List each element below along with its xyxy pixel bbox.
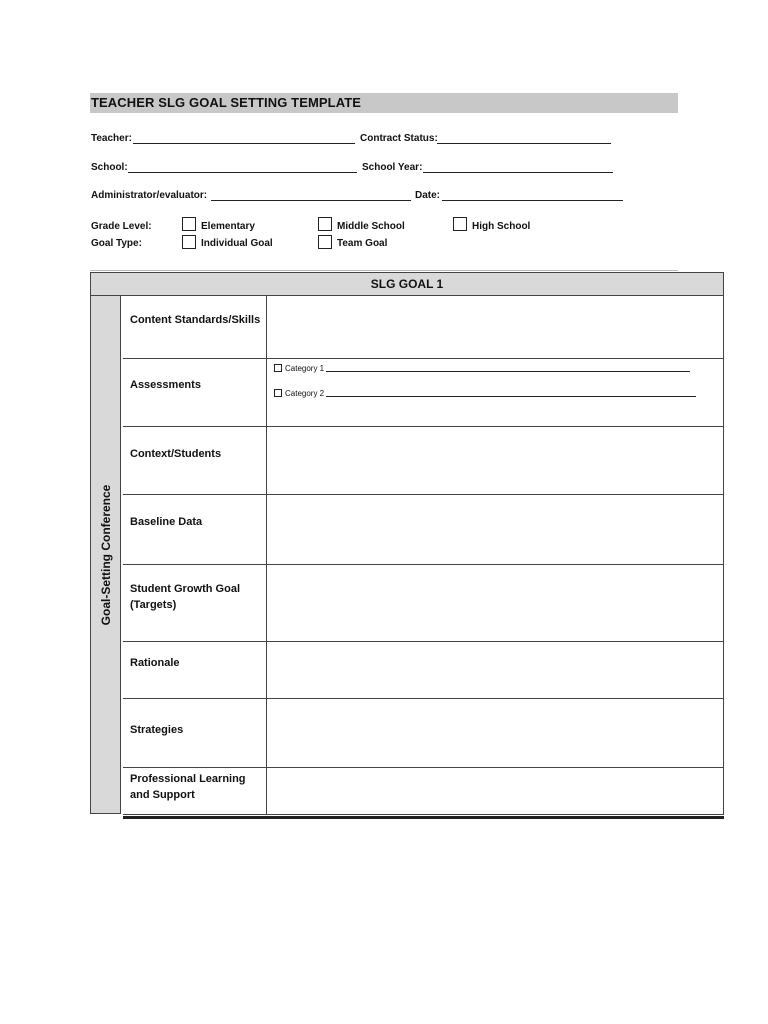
- grade-level-label: Grade Level:: [91, 221, 152, 232]
- table-row: [123, 768, 724, 815]
- row-label: Professional Learning and Support: [130, 773, 246, 801]
- category-1-line: [274, 363, 690, 373]
- side-label: Goal-Setting Conference: [99, 484, 113, 626]
- date-label: Date:: [415, 190, 441, 201]
- row-label: Baseline Data: [130, 516, 203, 528]
- divider: [90, 270, 678, 271]
- goal-type-label: Goal Type:: [91, 238, 142, 249]
- table-row: [123, 427, 724, 495]
- row-label-cell: [123, 427, 267, 494]
- row-label: Assessments: [130, 379, 201, 391]
- school-year-label: School Year:: [362, 162, 423, 173]
- category-2-line: [274, 388, 696, 398]
- context-students-input[interactable]: [267, 427, 723, 494]
- category-1-label: Category 1: [285, 364, 325, 373]
- high-school-checkbox[interactable]: [453, 217, 467, 231]
- page-title: TEACHER SLG GOAL SETTING TEMPLATE: [91, 95, 362, 110]
- row-label-cell: [123, 768, 267, 814]
- row-label-cell: [123, 359, 267, 426]
- elementary-checkbox[interactable]: [182, 217, 196, 231]
- individual-goal-checkbox[interactable]: [182, 235, 196, 249]
- row-label-cell: [123, 296, 267, 358]
- category-2-field[interactable]: [326, 388, 696, 397]
- table-row: [123, 642, 724, 699]
- professional-learning-input[interactable]: [267, 768, 723, 814]
- high-school-option-label: High School: [472, 221, 531, 232]
- table-row: [123, 359, 724, 427]
- teacher-label: Teacher:: [91, 133, 132, 144]
- row-label: Student Growth Goal (Targets): [130, 583, 240, 611]
- category-2-checkbox[interactable]: [274, 389, 282, 397]
- middle-school-checkbox[interactable]: [318, 217, 332, 231]
- category-2-label: Category 2: [285, 389, 325, 398]
- rationale-input[interactable]: [267, 642, 723, 698]
- row-label-cell: [123, 495, 267, 564]
- team-goal-option-label: Team Goal: [337, 238, 388, 249]
- middle-school-option-label: Middle School: [337, 221, 405, 232]
- table-row: [123, 699, 724, 768]
- table-header: [90, 272, 724, 296]
- row-label-cell: [123, 642, 267, 698]
- school-label: School:: [91, 162, 128, 173]
- date-field[interactable]: [442, 200, 623, 201]
- content-standards-input[interactable]: [267, 296, 723, 358]
- school-year-field[interactable]: [423, 172, 613, 173]
- row-label: Context/Students: [130, 448, 222, 460]
- table-bottom-rule: [123, 816, 724, 819]
- school-field[interactable]: [128, 172, 357, 173]
- team-goal-checkbox[interactable]: [318, 235, 332, 249]
- row-label: Content Standards/Skills: [130, 314, 261, 326]
- row-label-cell: [123, 565, 267, 641]
- row-label-cell: [123, 699, 267, 767]
- individual-goal-option-label: Individual Goal: [201, 238, 273, 249]
- administrator-label: Administrator/evaluator:: [91, 190, 208, 201]
- assessments-input[interactable]: [267, 359, 723, 426]
- contract-status-label: Contract Status:: [360, 133, 438, 144]
- side-label-column: [90, 296, 121, 814]
- table-header-title: SLG GOAL 1: [370, 277, 444, 291]
- teacher-field[interactable]: [133, 143, 355, 144]
- category-1-field[interactable]: [326, 363, 690, 372]
- contract-status-field[interactable]: [437, 143, 611, 144]
- table-row: [123, 495, 724, 565]
- table-row: [123, 565, 724, 642]
- administrator-field[interactable]: [211, 200, 411, 201]
- elementary-option-label: Elementary: [201, 221, 255, 232]
- student-growth-goal-input[interactable]: [267, 565, 723, 641]
- category-1-checkbox[interactable]: [274, 364, 282, 372]
- row-label: Strategies: [130, 724, 184, 736]
- row-label: Rationale: [130, 657, 180, 669]
- table-row: [123, 296, 724, 359]
- strategies-input[interactable]: [267, 699, 723, 767]
- goal-table: [90, 272, 724, 815]
- baseline-data-input[interactable]: [267, 495, 723, 564]
